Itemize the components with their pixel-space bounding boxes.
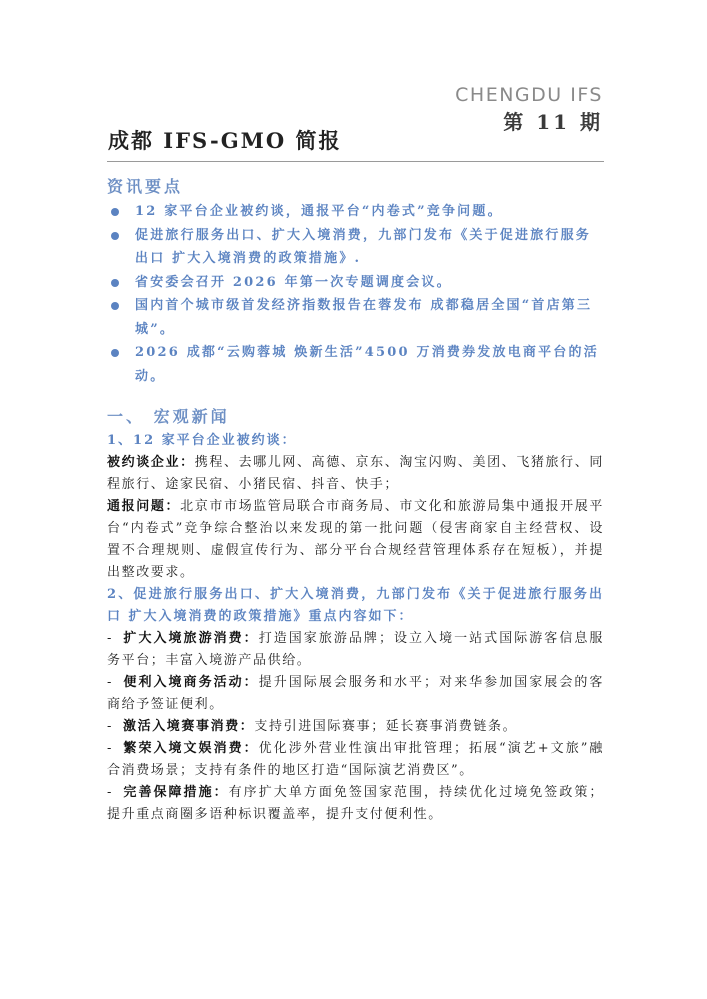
policy-point	[107, 672, 604, 716]
item1-issues	[107, 496, 604, 584]
policy-text: 有序扩大单方面免签国家范围，持续优化过境免签政策；提升重点商圈多语种标识覆盖率，提升支付便利性。	[107, 785, 604, 822]
item1-companies	[107, 452, 604, 496]
list-item	[107, 224, 604, 271]
highlights-list	[107, 200, 604, 388]
policy-label: 繁荣入境文娱消费：	[123, 741, 259, 756]
list-item	[107, 200, 604, 224]
document-title: 成都 IFS-GMO 简报	[108, 128, 342, 153]
policy-label: 完善保障措施：	[123, 785, 229, 800]
list-item	[107, 271, 604, 295]
policy-point	[107, 628, 604, 672]
companies-label: 被约谈企业：	[107, 455, 195, 470]
dash-marker: -	[107, 675, 113, 690]
policy-label: 扩大入境旅游消费：	[123, 631, 259, 646]
bullet-icon	[111, 232, 119, 240]
issue-number: 第 11 期	[503, 110, 603, 134]
bullet-icon	[111, 302, 119, 310]
highlight-text: 促进旅行服务出口、扩大入境消费，九部门发布《关于促进旅行服务出口 扩大入境消费的政策措施》.	[135, 227, 592, 266]
item2-title: 2、促进旅行服务出口、扩大入境消费，九部门发布《关于促进旅行服务出口 扩大入境消费的政策措施》重点内容如下：	[107, 587, 604, 624]
policy-text: 支持引进国际赛事；延长赛事消费链条。	[254, 719, 518, 734]
policy-label: 激活入境赛事消费：	[123, 719, 255, 734]
issues-text: 北京市市场监管局联合市商务局、市文化和旅游局集中通报开展平台“内卷式”竞争综合整治以来发现的第一批问题（侵害商家自主经营权、设置不合理规则、虚假宣传行为、部分平台合规经营管理体系存在短板），并提出整改要求。	[107, 499, 604, 580]
issues-label: 通报问题：	[107, 499, 181, 514]
companies-text: 携程、去哪儿网、高德、京东、淘宝闪购、美团、飞猪旅行、同程旅行、途家民宿、小猪民宿、抖音、快手；	[107, 455, 604, 492]
policy-text: 打造国家旅游品牌；设立入境一站式国际游客信息服务平台；丰富入境游产品供给。	[107, 631, 604, 668]
highlight-text: 国内首个城市级首发经济指数报告在蓉发布 成都稳居全国“首店第三城”。	[135, 298, 593, 337]
highlights-heading: 资讯要点	[107, 177, 184, 196]
macro-news-heading: 一、 宏观新闻	[107, 407, 230, 426]
policy-text: 提升国际展会服务和水平；对来华参加国家展会的客商给予签证便利。	[107, 675, 604, 712]
policy-label: 便利入境商务活动：	[123, 675, 259, 690]
dash-marker: -	[107, 741, 113, 756]
highlight-text: 12 家平台企业被约谈，通报平台“内卷式”竞争问题。	[135, 204, 503, 219]
highlight-text: 2026 成都“云购蓉城 焕新生活”4500 万消费券发放电商平台的活动。	[135, 345, 599, 384]
item1-title: 1、12 家平台企业被约谈：	[107, 433, 297, 448]
highlight-text: 省安委会召开 2026 年第一次专题调度会议。	[135, 274, 452, 290]
title-divider	[107, 161, 604, 162]
document-body	[107, 174, 604, 826]
dash-marker: -	[107, 631, 113, 646]
dash-marker: -	[107, 719, 113, 734]
dash-marker: -	[107, 785, 113, 800]
brand-name: CHENGDU IFS	[455, 84, 603, 106]
bullet-icon	[111, 349, 119, 357]
list-item	[107, 341, 604, 388]
bullet-icon	[111, 208, 119, 216]
policy-text: 优化涉外营业性演出审批管理；拓展“演艺+文旅”融合消费场景；支持有条件的地区打造“国际演艺消费区”。	[107, 741, 604, 778]
policy-point	[107, 716, 604, 738]
policy-point	[107, 782, 604, 826]
list-item	[107, 294, 604, 341]
policy-point	[107, 738, 604, 782]
bullet-icon	[111, 279, 119, 287]
